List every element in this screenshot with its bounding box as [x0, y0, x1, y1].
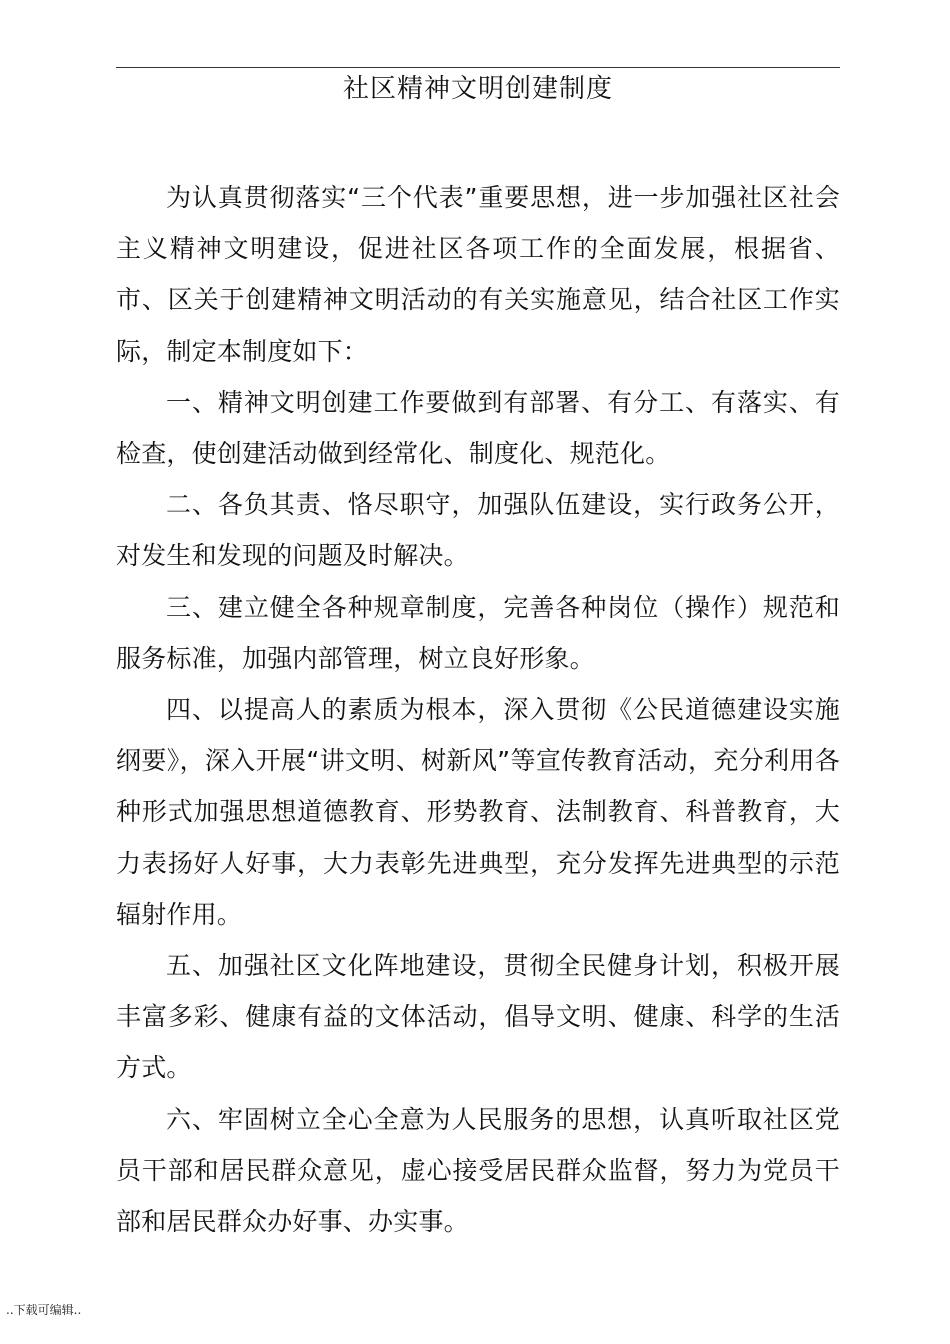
paragraph-intro: 为认真贯彻落实“三个代表”重要思想，进一步加强社区社会主义精神文明建设，促进社区各项工作的全面发展，根据省、市、区关于创建精神文明活动的有关实施意见，结合社区工作实际，制定本制度如下：	[116, 183, 840, 366]
paragraph-item-5: 五、加强社区文化阵地建设，贯彻全民健身计划，积极开展丰富多彩、健康有益的文体活动，倡导文明、健康、科学的生活方式。	[116, 951, 840, 1083]
document-title: 社区精神文明创建制度	[342, 74, 613, 104]
paragraph-item-3: 三、建立健全各种规章制度，完善各种岗位（操作）规范和服务标准，加强内部管理，树立良好形象。	[116, 592, 840, 673]
footer-note: ..下载可编辑..	[6, 1303, 82, 1317]
header-rule	[116, 67, 840, 68]
paragraph-item-2: 二、各负其责、恪尽职守，加强队伍建设，实行政务公开，对发生和发现的问题及时解决。	[116, 490, 840, 571]
paragraph-item-4: 四、以提高人的素质为根本，深入贯彻《公民道德建设实施纲要》，深入开展“讲文明、树新风”等宣传教育活动，充分利用各种形式加强思想道德教育、形势教育、法制教育、科普教育，大力表扬好人好事，大力表彰先进典型，充分发挥先进典型的示范辐射作用。	[116, 695, 840, 929]
paragraph-item-1: 一、精神文明创建工作要做到有部署、有分工、有落实、有检查，使创建活动做到经常化、制度化、规范化。	[116, 387, 840, 469]
paragraph-item-6: 六、牢固树立全心全意为人民服务的思想，认真听取社区党员干部和居民群众意见，虚心接受居民群众监督，努力为党员干部和居民群众办好事、办实事。	[116, 1104, 840, 1237]
document-body	[116, 172, 840, 1247]
